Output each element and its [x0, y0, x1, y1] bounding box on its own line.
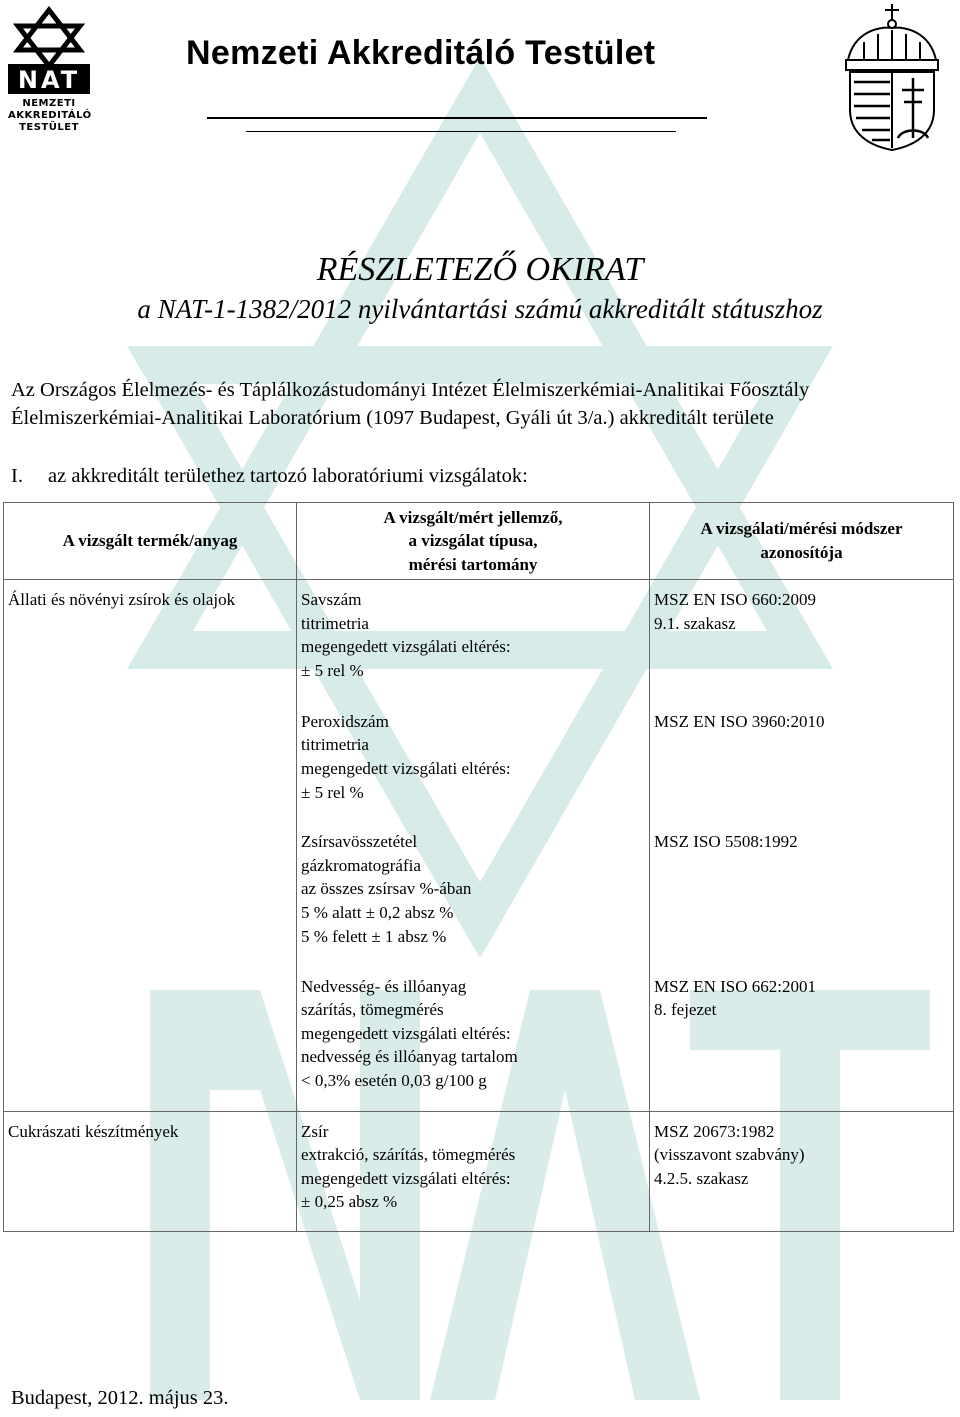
characteristic-line: Nedvesség- és illóanyag	[301, 976, 467, 996]
nat-logo-letters: NAT	[17, 66, 81, 94]
nat-logo-mark	[8, 6, 90, 94]
characteristic-line: nedvesség és illóanyag tartalom	[301, 1047, 518, 1067]
product-cell	[4, 1111, 297, 1231]
nat-logo-line-1: NEMZETI	[22, 98, 76, 109]
characteristic-line: megengedett vizsgálati eltérés:	[301, 1023, 511, 1043]
table-row	[4, 580, 954, 702]
document-subtitle: a NAT-1-1382/2012 nyilvántartási számú akkreditált státuszhoz	[137, 294, 823, 324]
nat-logo-text	[8, 98, 90, 134]
characteristic-line: titrimetria	[301, 613, 369, 633]
method-line: MSZ ISO 5508:1992	[654, 832, 798, 852]
header-rule-upper	[207, 117, 707, 119]
characteristic-line: megengedett vizsgálati eltérés:	[301, 1168, 511, 1188]
section-title: az akkreditált területhez tartozó laboratóriumi vizsgálatok:	[48, 465, 528, 487]
method-line: 9.1. szakasz	[654, 613, 736, 633]
header-line: azonosítója	[760, 543, 843, 562]
header-method	[650, 503, 954, 580]
method-cell	[650, 967, 954, 1111]
characteristic-line: 5 % alatt ± 0,2 absz %	[301, 903, 454, 923]
organization-title: Nemzeti Akkreditáló Testület	[186, 34, 656, 72]
document-title: RÉSZLETEZŐ OKIRAT	[316, 251, 644, 288]
method-line: 4.2.5. szakasz	[654, 1168, 749, 1188]
table-header-row	[4, 503, 954, 580]
characteristic-line: ± 5 rel %	[301, 782, 364, 802]
method-cell	[650, 822, 954, 966]
characteristic-line: Peroxidszám	[301, 711, 389, 731]
characteristic-line: extrakció, szárítás, tömegmérés	[301, 1145, 516, 1165]
product-cell	[4, 580, 297, 1112]
section-heading	[11, 465, 528, 488]
header-line: a vizsgálat típusa,	[408, 531, 538, 551]
characteristic-line: 5 % felett ± 1 absz %	[301, 926, 447, 946]
header-product	[4, 503, 297, 580]
place-and-date: Budapest, 2012. május 23.	[11, 1387, 229, 1409]
characteristic-line: titrimetria	[301, 735, 369, 755]
characteristic-cell	[297, 967, 650, 1111]
header-line: A vizsgált termék/anyag	[62, 531, 238, 551]
characteristic-line: szárítás, tömegmérés	[301, 1000, 444, 1020]
intro-line-1: Az Országos Élelmezés- és Táplálkozástudományi Intézet Élelmiszerkémiai-Analitikai Főosztály	[11, 379, 810, 401]
method-line: MSZ EN ISO 662:2001	[654, 976, 816, 996]
characteristic-cell	[297, 822, 650, 966]
characteristic-line: az összes zsírsav %-ában	[301, 879, 472, 899]
hungarian-coat-of-arms-icon	[834, 2, 950, 152]
method-cell	[650, 580, 954, 702]
characteristic-line: Zsírsavösszetétel	[301, 832, 418, 852]
header-rule-lower	[246, 131, 676, 132]
characteristic-cell	[297, 580, 650, 702]
product-name: Cukrászati készítmények	[8, 1121, 179, 1141]
method-line: MSZ EN ISO 3960:2010	[654, 711, 825, 731]
characteristic-line: megengedett vizsgálati eltérés:	[301, 637, 511, 657]
nat-logo-line-2: AKKREDITÁLÓ	[8, 110, 92, 121]
nat-logo-line-3: TESTÜLET	[19, 122, 79, 133]
characteristic-cell	[297, 1111, 650, 1231]
header-characteristic	[297, 503, 650, 580]
method-cell	[650, 1111, 954, 1231]
method-cell	[650, 702, 954, 822]
product-name: Állati és növényi zsírok és olajok	[8, 590, 236, 609]
section-number: I.	[11, 465, 23, 487]
method-line: (visszavont szabvány)	[654, 1145, 805, 1165]
accredited-scope-intro	[11, 376, 809, 432]
header-line: A vizsgálati/mérési módszer	[700, 519, 903, 539]
characteristic-line: Savszám	[301, 590, 362, 609]
characteristic-line: ± 0,25 absz %	[301, 1192, 398, 1212]
method-line: MSZ 20673:1982	[654, 1121, 775, 1141]
characteristic-line: gázkromatográfia	[301, 855, 421, 875]
characteristic-cell	[297, 702, 650, 822]
nat-logo	[8, 6, 90, 134]
header-line: A vizsgált/mért jellemző,	[383, 507, 563, 527]
characteristic-line: megengedett vizsgálati eltérés:	[301, 759, 511, 779]
characteristic-line: < 0,3% esetén 0,03 g/100 g	[301, 1071, 487, 1091]
method-line: MSZ EN ISO 660:2009	[654, 590, 816, 609]
characteristic-line: Zsír	[301, 1121, 329, 1141]
accreditation-table	[3, 502, 954, 1232]
characteristic-line: ± 5 rel %	[301, 660, 364, 680]
method-line: 8. fejezet	[654, 1000, 717, 1020]
header-line: mérési tartomány	[408, 554, 538, 574]
table-row	[4, 1111, 954, 1231]
intro-line-2: Élelmiszerkémiai-Analitikai Laboratórium (1097 Budapest, Gyáli út 3/a.) akkreditált területe	[11, 407, 774, 429]
